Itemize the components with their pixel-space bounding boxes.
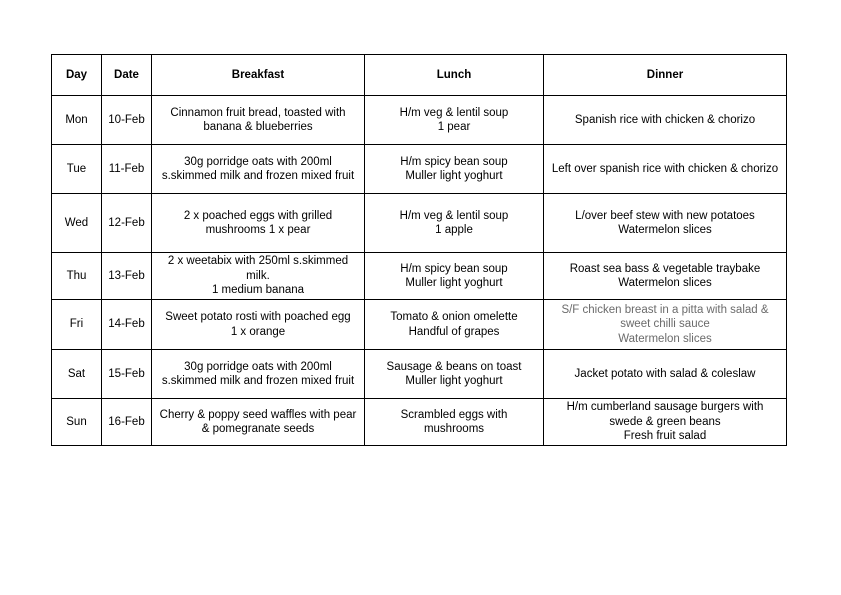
header-dinner: Dinner	[544, 55, 787, 96]
breakfast-cell	[152, 350, 365, 399]
lunch-line: Tomato & onion omelette	[390, 311, 518, 323]
day-cell: Fri	[52, 300, 102, 350]
breakfast-line: s.skimmed milk and frozen mixed fruit	[161, 170, 355, 182]
lunch-cell	[365, 253, 544, 300]
lunch-line: H/m spicy bean soup	[400, 262, 508, 275]
lunch-line: H/m veg & lentil soup	[399, 106, 509, 119]
breakfast-line: Cherry & poppy seed waffles with pear	[159, 408, 357, 421]
lunch-line: Sausage & beans on toast	[386, 360, 522, 373]
lunch-cell	[365, 145, 544, 194]
breakfast-cell	[152, 96, 365, 145]
table-row	[52, 300, 787, 350]
date-cell: 14-Feb	[102, 300, 152, 350]
breakfast-line: 1 x orange	[230, 325, 286, 338]
breakfast-line: 2 x poached eggs with grilled	[183, 209, 333, 222]
breakfast-cell	[152, 145, 365, 194]
breakfast-line: mushrooms 1 x pear	[205, 224, 311, 236]
dinner-line: Watermelon slices	[618, 277, 712, 289]
dinner-line: S/F chicken breast in a pitta with salad &	[561, 303, 769, 316]
table-header	[52, 55, 787, 96]
dinner-line: Watermelon slices	[618, 224, 712, 236]
header-date: Date	[102, 55, 152, 96]
dinner-cell	[544, 145, 787, 194]
breakfast-cell	[152, 194, 365, 253]
dinner-cell	[544, 253, 787, 300]
lunch-cell	[365, 399, 544, 446]
breakfast-line: s.skimmed milk and frozen mixed fruit	[161, 375, 355, 387]
header-lunch: Lunch	[365, 55, 544, 96]
breakfast-line: Cinnamon fruit bread, toasted with	[170, 106, 346, 119]
lunch-cell	[365, 300, 544, 350]
day-cell: Tue	[52, 145, 102, 194]
header-breakfast: Breakfast	[152, 55, 365, 96]
dinner-line: Watermelon slices	[618, 332, 712, 345]
lunch-line: 1 pear	[437, 121, 471, 133]
date-cell: 10-Feb	[102, 96, 152, 145]
lunch-line: Handful of grapes	[408, 325, 500, 338]
lunch-line: Muller light yoghurt	[405, 375, 503, 387]
day-cell: Thu	[52, 253, 102, 300]
date-cell: 16-Feb	[102, 399, 152, 446]
breakfast-cell	[152, 253, 365, 300]
dinner-cell	[544, 194, 787, 253]
breakfast-line: 30g porridge oats with 200ml	[184, 360, 332, 373]
dinner-line: Roast sea bass & vegetable traybake	[569, 262, 761, 275]
dinner-line: sweet chilli sauce	[620, 318, 710, 331]
dinner-cell	[544, 96, 787, 145]
breakfast-cell	[152, 399, 365, 446]
day-cell: Sun	[52, 399, 102, 446]
date-cell: 12-Feb	[102, 194, 152, 253]
lunch-line: Muller light yoghurt	[405, 277, 503, 289]
day-cell: Wed	[52, 194, 102, 253]
breakfast-line: 30g porridge oats with 200ml	[184, 155, 332, 168]
lunch-cell	[365, 194, 544, 253]
breakfast-line: & pomegranate seeds	[201, 423, 315, 435]
breakfast-line: Sweet potato rosti with poached egg	[165, 311, 351, 323]
breakfast-line: milk.	[246, 269, 270, 282]
lunch-line: Muller light yoghurt	[405, 170, 503, 182]
table-row	[52, 350, 787, 399]
lunch-line: Scrambled eggs with	[400, 408, 508, 421]
dinner-line: Jacket potato with salad & coleslaw	[574, 367, 756, 380]
date-cell: 15-Feb	[102, 350, 152, 399]
table-row	[52, 399, 787, 446]
lunch-line: H/m spicy bean soup	[400, 155, 508, 168]
dinner-line: L/over beef stew with new potatoes	[575, 209, 755, 222]
table-body	[52, 96, 787, 446]
dinner-line: Left over spanish rice with chicken & chorizo	[551, 162, 779, 175]
breakfast-line: 1 medium banana	[211, 284, 305, 297]
lunch-line: mushrooms	[423, 423, 485, 435]
table-row	[52, 145, 787, 194]
dinner-cell	[544, 300, 787, 350]
dinner-line: Spanish rice with chicken & chorizo	[574, 113, 756, 126]
dinner-line: H/m cumberland sausage burgers with	[566, 401, 764, 414]
lunch-line: H/m veg & lentil soup	[399, 209, 509, 222]
dinner-cell	[544, 399, 787, 446]
meal-plan-table	[51, 54, 787, 446]
day-cell: Sat	[52, 350, 102, 399]
breakfast-line: 2 x weetabix with 250ml s.skimmed	[167, 255, 349, 268]
table-row	[52, 194, 787, 253]
breakfast-line: banana & blueberries	[203, 121, 313, 133]
table-row	[52, 253, 787, 300]
date-cell: 13-Feb	[102, 253, 152, 300]
dinner-line: Fresh fruit salad	[623, 430, 707, 443]
day-cell: Mon	[52, 96, 102, 145]
breakfast-cell	[152, 300, 365, 350]
lunch-cell	[365, 350, 544, 399]
header-day: Day	[52, 55, 102, 96]
table-row	[52, 96, 787, 145]
dinner-line: swede & green beans	[609, 415, 721, 428]
lunch-line: 1 apple	[435, 224, 473, 236]
date-cell: 11-Feb	[102, 145, 152, 194]
header-row	[52, 55, 787, 96]
lunch-cell	[365, 96, 544, 145]
dinner-cell	[544, 350, 787, 399]
